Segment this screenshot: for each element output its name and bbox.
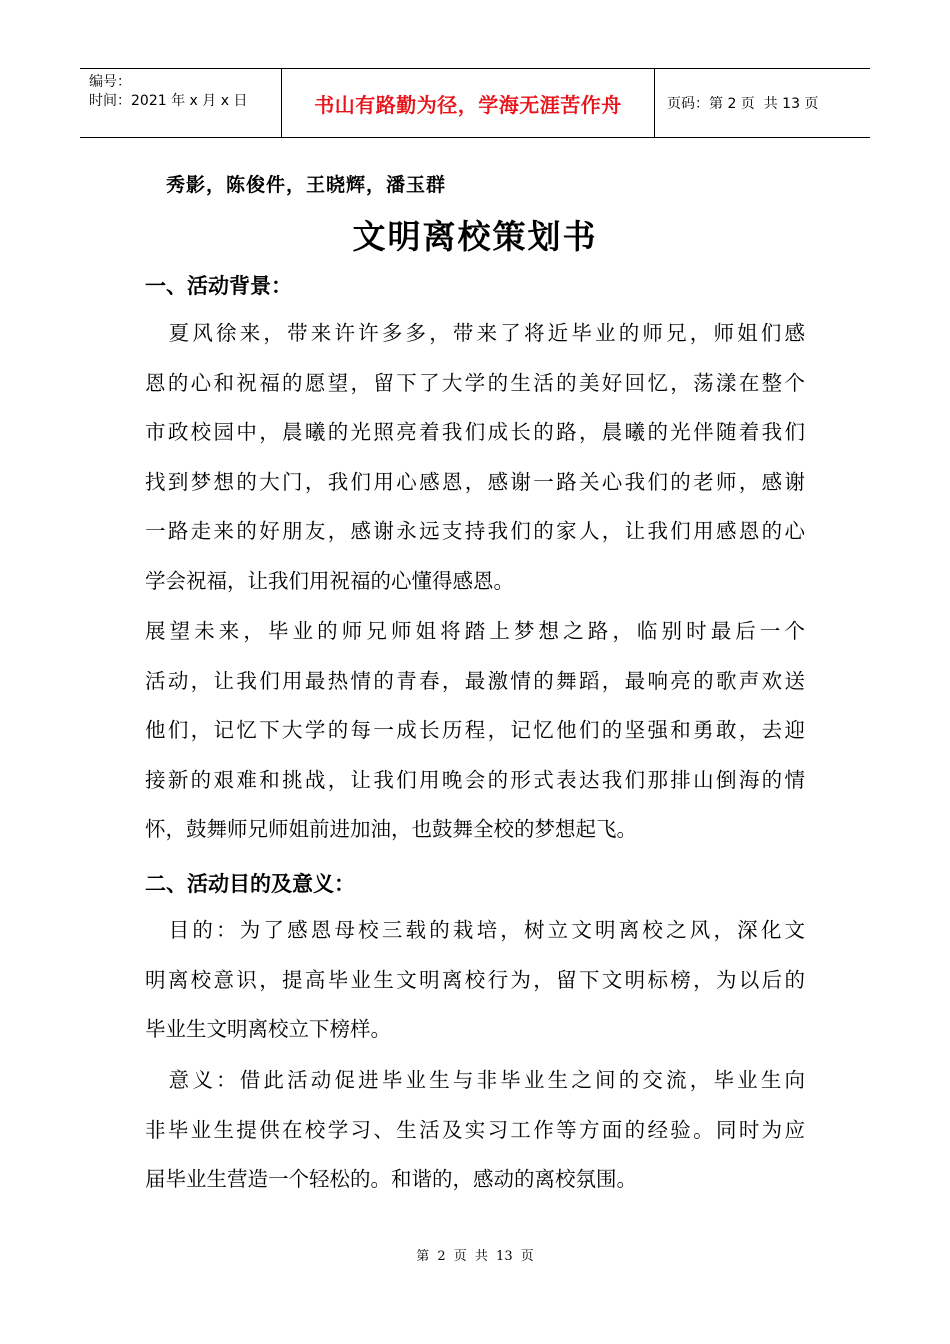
- paragraph-line: 他们，记忆下大学的每一成长历程，记忆他们的坚强和勇敢，去迎: [145, 718, 805, 743]
- paragraph-purpose: [145, 906, 805, 1055]
- paragraph-line: 展望未来，毕业的师兄师姐将踏上梦想之路，临别时最后一个: [145, 619, 805, 643]
- paragraph-line: 找到梦想的大门，我们用心感恩，感谢一路关心我们的老师，感谢: [145, 469, 805, 494]
- document-number-label: 编号：: [89, 74, 131, 90]
- paragraph-line: 学会祝福，让我们用祝福的心懂得感恩。: [145, 568, 514, 593]
- paragraph-line: 恩的心和祝福的愿望，留下了大学的生活的美好回忆，荡漾在整个: [145, 370, 805, 395]
- paragraph-background-2: [145, 607, 805, 855]
- paragraph-line: 非毕业生提供在校学习、生活及实习工作等方面的经验。同时为应: [145, 1117, 805, 1142]
- document-title: 文明离校策划书: [352, 217, 598, 256]
- paragraph-line: 活动，让我们用最热情的青春，最激情的舞蹈，最响亮的歌声欢送: [145, 668, 805, 693]
- page-header: [80, 68, 870, 138]
- paragraph-line: 市政校园中，晨曦的光照亮着我们成长的路，晨曦的光伴随着我们: [145, 420, 805, 445]
- paragraph-line: 夏风徐来，带来许许多多，带来了将近毕业的师兄，师姐们感: [145, 321, 805, 345]
- paragraph-background-1: [145, 309, 805, 607]
- paragraph-line: 怀，鼓舞师兄师姐前进加油，也鼓舞全校的梦想起飞。: [145, 817, 637, 842]
- header-page-info-text: 页码：第 2 页 共 13 页: [667, 96, 819, 112]
- paragraph-line: 一路走来的好朋友，感谢永远支持我们的家人，让我们用感恩的心: [145, 519, 805, 544]
- paragraph-line: 毕业生文明离校立下榜样。: [145, 1017, 391, 1042]
- header-page-info: [655, 69, 870, 137]
- page-footer: 第 2 页 共 13 页: [416, 1249, 534, 1264]
- paragraph-line: 接新的艰难和挑战，让我们用晚会的形式表达我们那排山倒海的情: [145, 767, 805, 792]
- paragraph-significance: [145, 1056, 805, 1205]
- paragraph-line: 届毕业生营造一个轻松的。和谐的，感动的离校氛围。: [145, 1167, 637, 1192]
- document-time-label: 时间：2021 年 x 月 x 日: [89, 93, 248, 109]
- header-meta: [80, 69, 282, 137]
- paragraph-line: 目的：为了感恩母校三载的栽培，树立文明离校之风，深化文: [145, 918, 805, 942]
- paragraph-line: 意义：借此活动促进毕业生与非毕业生之间的交流，毕业生向: [145, 1068, 805, 1092]
- header-motto: 书山有路勤为径，学海无涯苦作舟: [282, 69, 655, 137]
- paragraph-line: 明离校意识，提高毕业生文明离校行为，留下文明标榜，为以后的: [145, 967, 805, 992]
- section-heading-background: 一、活动背景：: [145, 274, 292, 298]
- section-heading-purpose: 二、活动目的及意义：: [145, 872, 355, 896]
- names-line: 秀影，陈俊件，王晓辉，潘玉群: [166, 174, 447, 196]
